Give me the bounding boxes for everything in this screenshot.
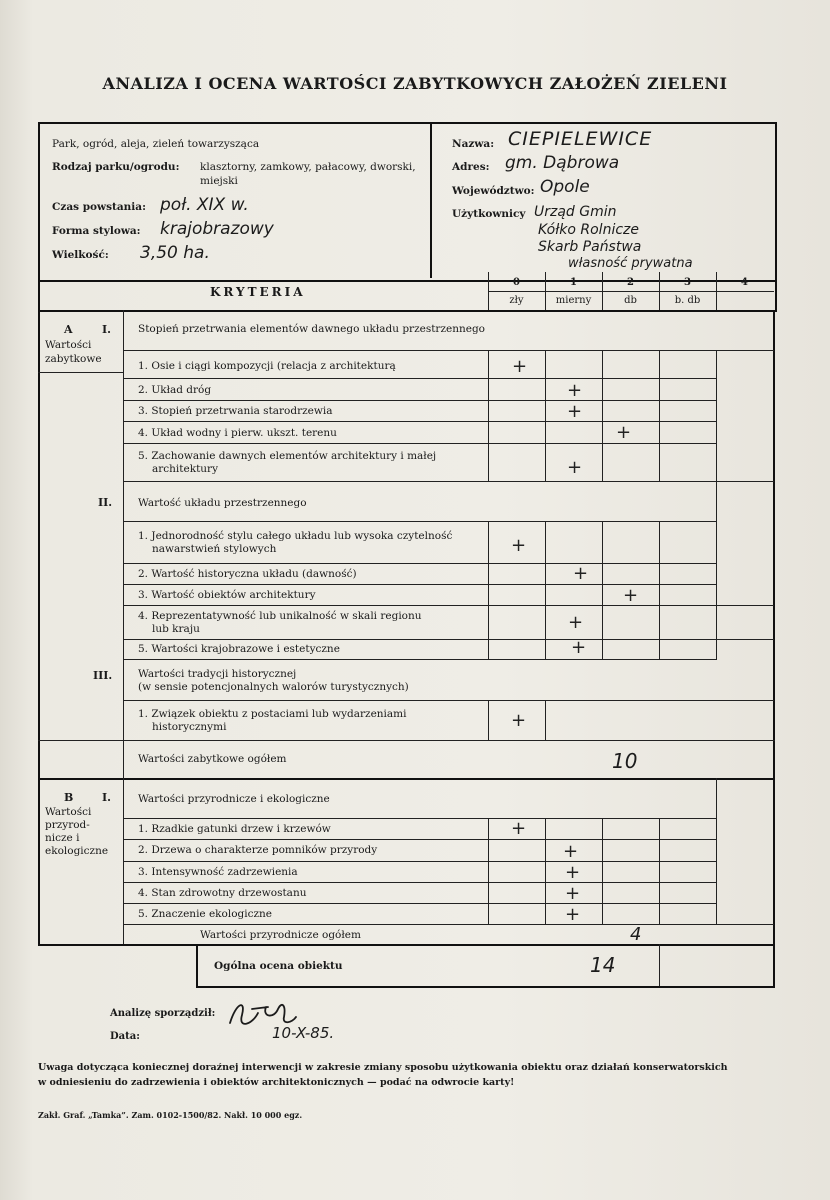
voivodeship-label: Województwo: [452,185,535,197]
mark-b1-5: + [565,904,581,925]
address-value: gm. Dąbrowa [505,153,620,173]
section-b-side-2: przyrod- [45,819,90,831]
mark-a1-3: + [567,401,583,422]
row-a1-5-line2: architektury [152,463,219,475]
section-b-side-4: ekologiczne [45,845,109,857]
section-a-roman-1: I. [102,323,111,336]
row-a2-1-line2: nawarstwień stylowych [152,543,277,555]
mark-a3-1: + [511,710,527,731]
form-title: ANALIZA I OCENA WARTOŚCI ZABYTKOWYCH ZAŁOŻEŃ ZIELENI [102,74,728,93]
user-value-4: własność prywatna [568,256,693,271]
section-a-side-2: zabytkowe [45,353,102,365]
section-b-side-3: nicze i [45,832,80,844]
col-0-num: 0 [513,277,520,288]
row-a2-1: 1. Jednorodność stylu całego układu lub wysoka czytelność [138,530,453,542]
mark-a2-1: + [511,535,527,556]
heading-a2: Wartość układu przestrzennego [138,497,307,509]
col-1-name: mierny [555,295,592,306]
name-value: CIEPIELEWICE [508,128,653,150]
section-b-roman-1: I. [102,791,111,804]
row-a2-3: 3. Wartość obiektów architektury [138,589,316,601]
mark-a2-4: + [568,612,584,633]
print-info: Zakł. Graf. „Tamka”. Zam. 0102-1500/82. Nakł. 10 000 egz. [38,1110,303,1120]
size-label: Wielkość: [52,249,109,261]
col-3-num: 3 [684,277,691,288]
mark-a1-5: + [567,457,583,478]
user-value-3: Skarb Państwa [538,239,642,255]
mark-a2-5: + [571,637,587,658]
voivodeship-value: Opole [540,177,590,197]
section-b-side-1: Wartości [45,806,92,818]
col-3-name: b. db [674,295,701,306]
col-2-name: db [624,295,637,306]
row-a1-2: 2. Układ dróg [138,384,212,396]
col-1-num: 1 [570,277,577,288]
section-a-roman-3: III. [93,669,113,682]
mark-b1-1: + [511,818,527,839]
total-b-value: 4 [630,924,642,945]
criteria-label: KRYTERIA [210,285,306,299]
mark-b1-2: + [563,841,579,862]
total-a-value: 10 [612,749,638,773]
heading-a3-line2: (w sensie potencjonalnych walorów turystycznych) [138,681,409,693]
user-value-1: Urząd Gmin [534,204,617,220]
mark-b1-4: + [565,883,581,904]
row-a1-1: 1. Osie i ciągi kompozycji (relacja z architekturą [138,360,396,372]
mark-b1-3: + [565,862,581,883]
total-a-label: Wartości zabytkowe ogółem [138,753,287,765]
section-a-letter: A [64,323,73,336]
row-a2-4: 4. Reprezentatywność lub unikalność w skali regionu [138,610,422,622]
mark-a1-2: + [567,380,583,401]
note-line-2: w odniesieniu do zadrzewienia i obiektów architektonicznych — podać na odwrocie karty! [38,1077,515,1088]
row-a3-1-line2: historycznymi [152,721,227,733]
col-0-name: zły [509,295,524,306]
row-a2-5: 5. Wartości krajobrazowe i estetyczne [138,643,340,655]
heading-b1: Wartości przyrodnicze i ekologiczne [138,793,330,805]
heading-a1: Stopień przetrwania elementów dawnego układu przestrzennego [138,323,485,335]
mark-a1-1: + [512,356,528,377]
col-2-num: 2 [627,277,634,288]
date-label: Data: [110,1031,140,1042]
row-b1-4: 4. Stan zdrowotny drzewostanu [138,887,307,899]
section-b-letter: B [64,791,74,804]
heading-a3: Wartości tradycji historycznej [138,668,297,680]
analysis-label: Analizę sporządził: [110,1008,216,1019]
created-value: poł. XIX w. [160,195,249,215]
overall-label: Ogólna ocena obiektu [214,960,343,972]
note-line-1: Uwaga dotycząca koniecznej doraźnej interwencji w zakresie zmiany sposobu użytkowania obiektu oraz działań konserwatorskich [38,1062,728,1073]
style-label: Forma stylowa: [52,225,141,237]
style-value: krajobrazowy [160,219,274,239]
row-a1-3: 3. Stopień przetrwania starodrzewia [138,405,333,417]
name-label: Nazwa: [452,138,495,150]
user-label: Użytkownicy [452,208,526,220]
section-a-roman-2: II. [98,496,113,509]
park-type-line: Park, ogród, aleja, zieleń towarzysząca [52,138,260,150]
date-value: 10-X-85. [272,1024,335,1042]
created-label: Czas powstania: [52,201,146,213]
row-a2-2: 2. Wartość historyczna układu (dawność) [138,568,357,580]
mark-a1-4: + [616,422,632,443]
row-a2-4-line2: lub kraju [152,623,200,635]
kind-label: Rodzaj parku/ogrodu: [52,161,180,173]
address-label: Adres: [452,161,490,173]
row-a1-5: 5. Zachowanie dawnych elementów architektury i małej [138,450,437,462]
row-a3-1: 1. Związek obiektu z postaciami lub wydarzeniami [138,708,407,720]
row-b1-2: 2. Drzewa o charakterze pomników przyrody [138,844,378,856]
user-value-2: Kółko Rolnicze [538,222,639,238]
mark-a2-3: + [623,585,639,606]
overall-value: 14 [590,953,616,977]
row-b1-3: 3. Intensywność zadrzewienia [138,866,298,878]
kind-options-2: miejski [200,175,238,187]
row-a1-4: 4. Układ wodny i pierw. ukszt. terenu [138,427,337,439]
row-b1-1: 1. Rzadkie gatunki drzew i krzewów [138,823,331,835]
mark-a2-2: + [573,563,589,584]
size-value: 3,50 ha. [140,243,210,263]
total-b-label: Wartości przyrodnicze ogółem [200,929,361,941]
kind-options: klasztorny, zamkowy, pałacowy, dworski, [200,161,416,173]
col-4-num: 4 [741,277,748,288]
row-b1-5: 5. Znaczenie ekologiczne [138,908,273,920]
section-a-side-1: Wartości [45,339,92,351]
